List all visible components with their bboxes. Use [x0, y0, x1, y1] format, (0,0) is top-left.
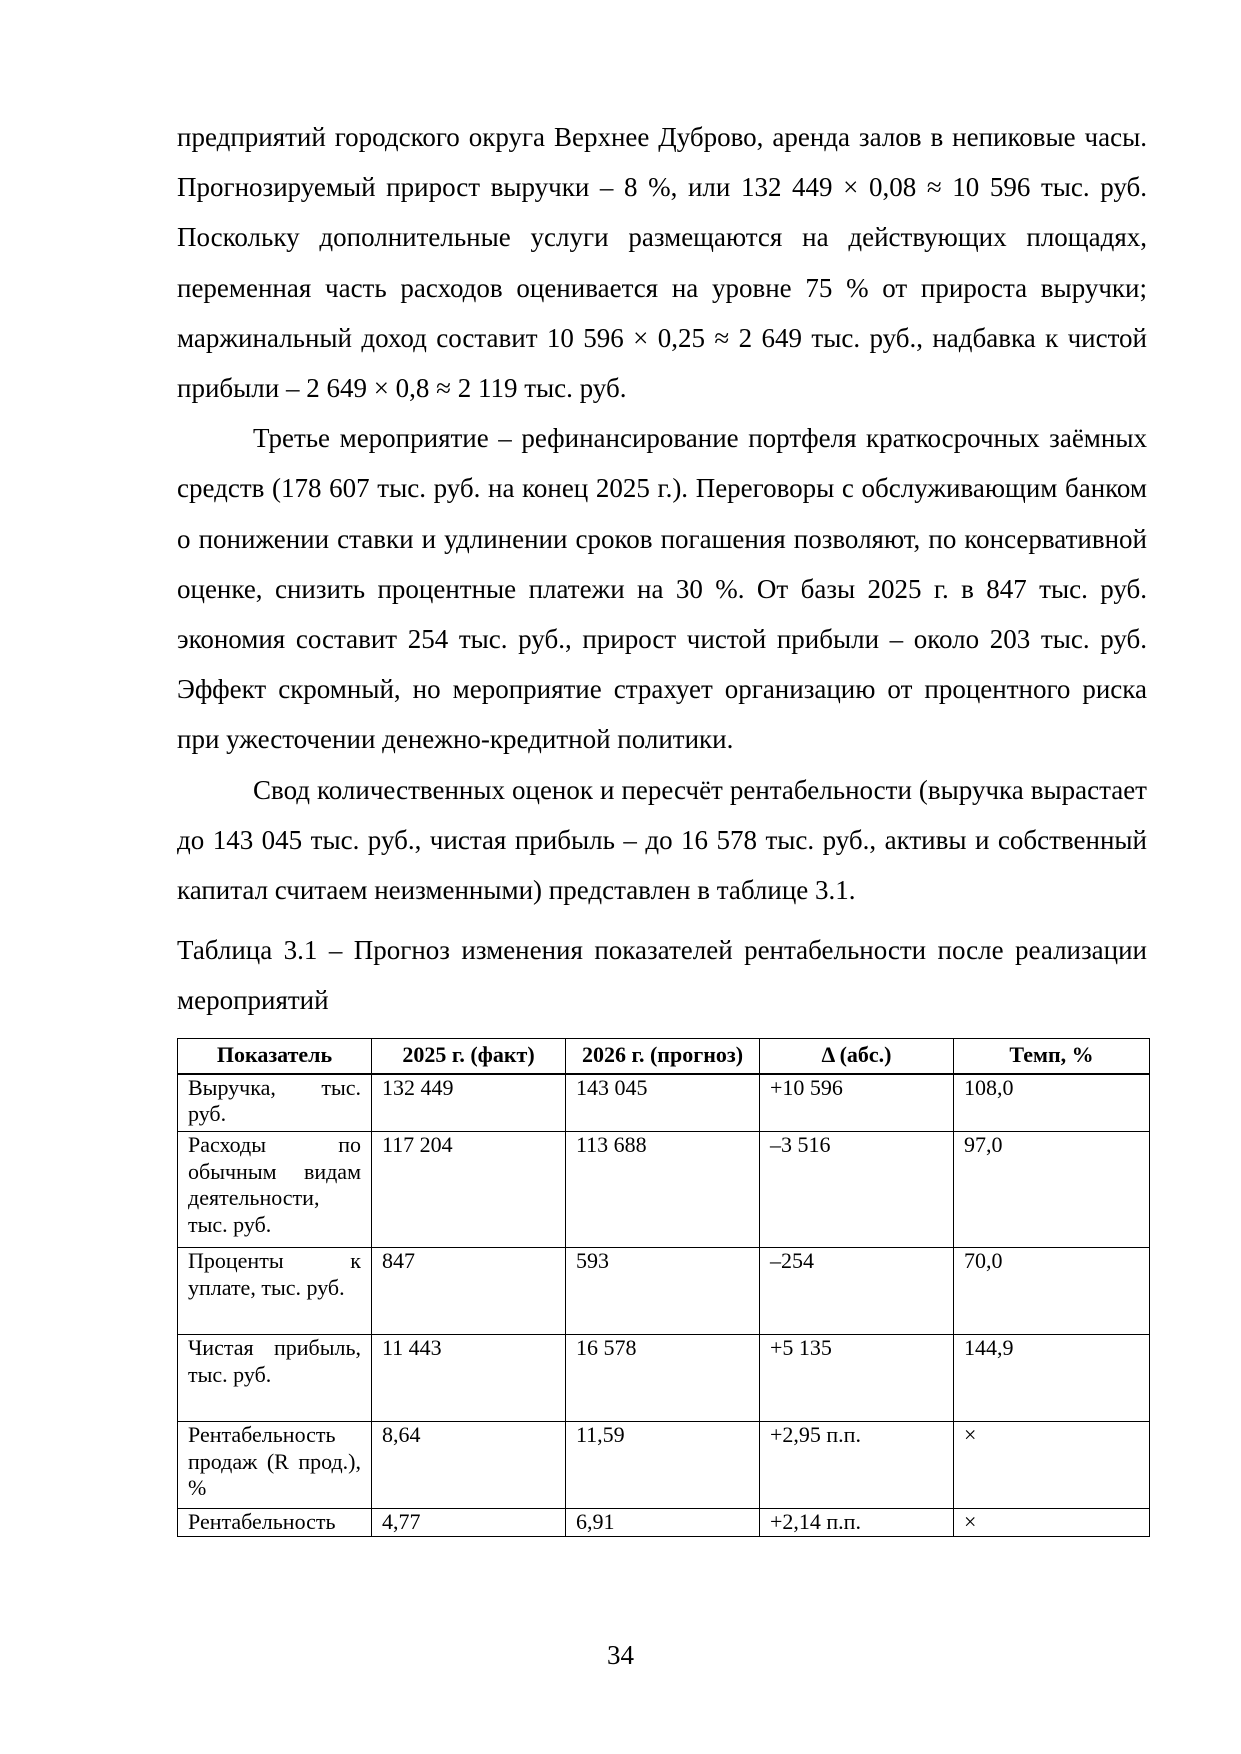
cell-delta: –254 [760, 1248, 954, 1335]
cell-2026: 11,59 [566, 1422, 760, 1509]
cell-2026: 6,91 [566, 1509, 760, 1537]
table-header-row [178, 1039, 1150, 1074]
header-growth-rate: Темп, % [954, 1039, 1150, 1074]
paragraph-summary: Свод количественных оценок и пересчёт рентабельности (выручка вырастает до 143 045 тыс. руб., чистая прибыль – до 16 578 тыс. руб., активы и собственный капитал считаем неизменными) представлен в таблице 3.1. [177, 774, 1147, 906]
page-number: 34 [607, 1640, 634, 1670]
cell-rate: 108,0 [954, 1074, 1150, 1132]
row-label: Рентабельность [178, 1509, 372, 1537]
table-row [178, 1248, 1150, 1335]
table-row [178, 1509, 1150, 1537]
cell-delta: +5 135 [760, 1335, 954, 1422]
paragraph-continuation: предприятий городского округа Верхнее Дуброво, аренда залов в непиковые часы. Прогнозируемый прирост выручки – 8 %, или 132 449 × 0,08 ≈ 10 596 тыс. руб. Поскольку дополнительные услуги размещаются на действующих площадях, переменная часть расходов оценивается на уровне 75 % от прироста выручки; маржинальный доход составит 10 596 × 0,25 ≈ 2 649 тыс. руб., надбавка к чистой прибыли – 2 649 × 0,8 ≈ 2 119 тыс. руб. [177, 122, 1147, 404]
cell-delta: –3 516 [760, 1132, 954, 1248]
row-label: Расходы по обычным видам деятельности, тыс. руб. [178, 1132, 372, 1248]
row-label: Чистая прибыль, тыс. руб. [178, 1335, 372, 1422]
header-indicator: Показатель [178, 1039, 372, 1074]
cell-delta: +2,14 п.п. [760, 1509, 954, 1537]
cell-rate: × [954, 1422, 1150, 1509]
table-row [178, 1335, 1150, 1422]
header-delta-abs: Δ (абс.) [760, 1039, 954, 1074]
paragraph-refinancing: Третье мероприятие – рефинансирование портфеля краткосрочных заёмных средств (178 607 тыс. руб. на конец 2025 г.). Переговоры с обслуживающим банком о понижении ставки и удлинении сроков погашения позволяют, по консервативной оценке, снизить процентные платежи на 30 %. От базы 2025 г. в 847 тыс. руб. экономия составит 254 тыс. руб., прирост чистой прибыли – около 203 тыс. руб. Эффект скромный, но мероприятие страхует организацию от процентного риска при ужесточении денежно-кредитной политики. [177, 423, 1147, 755]
table-row [178, 1074, 1150, 1132]
cell-2026: 113 688 [566, 1132, 760, 1248]
cell-2025: 8,64 [372, 1422, 566, 1509]
cell-rate: 70,0 [954, 1248, 1150, 1335]
table-row [178, 1422, 1150, 1509]
cell-2026: 16 578 [566, 1335, 760, 1422]
table-caption: Таблица 3.1 – Прогноз изменения показателей рентабельности после реализации мероприятий [177, 935, 1147, 1016]
cell-rate: × [954, 1509, 1150, 1537]
cell-2025: 117 204 [372, 1132, 566, 1248]
cell-delta: +10 596 [760, 1074, 954, 1132]
profitability-forecast-table [177, 1038, 1150, 1537]
header-2025-fact: 2025 г. (факт) [372, 1039, 566, 1074]
cell-rate: 144,9 [954, 1335, 1150, 1422]
row-label: Проценты к уплате, тыс. руб. [178, 1248, 372, 1335]
cell-2025: 11 443 [372, 1335, 566, 1422]
cell-delta: +2,95 п.п. [760, 1422, 954, 1509]
cell-2025: 132 449 [372, 1074, 566, 1132]
cell-2025: 4,77 [372, 1509, 566, 1537]
table-row [178, 1132, 1150, 1248]
header-2026-forecast: 2026 г. (прогноз) [566, 1039, 760, 1074]
cell-rate: 97,0 [954, 1132, 1150, 1248]
cell-2026: 593 [566, 1248, 760, 1335]
document-page [177, 112, 1147, 1537]
cell-2025: 847 [372, 1248, 566, 1335]
row-label: Выручка, тыс. руб. [178, 1074, 372, 1132]
row-label: Рентабельность продаж (R прод.), % [178, 1422, 372, 1509]
cell-2026: 143 045 [566, 1074, 760, 1132]
